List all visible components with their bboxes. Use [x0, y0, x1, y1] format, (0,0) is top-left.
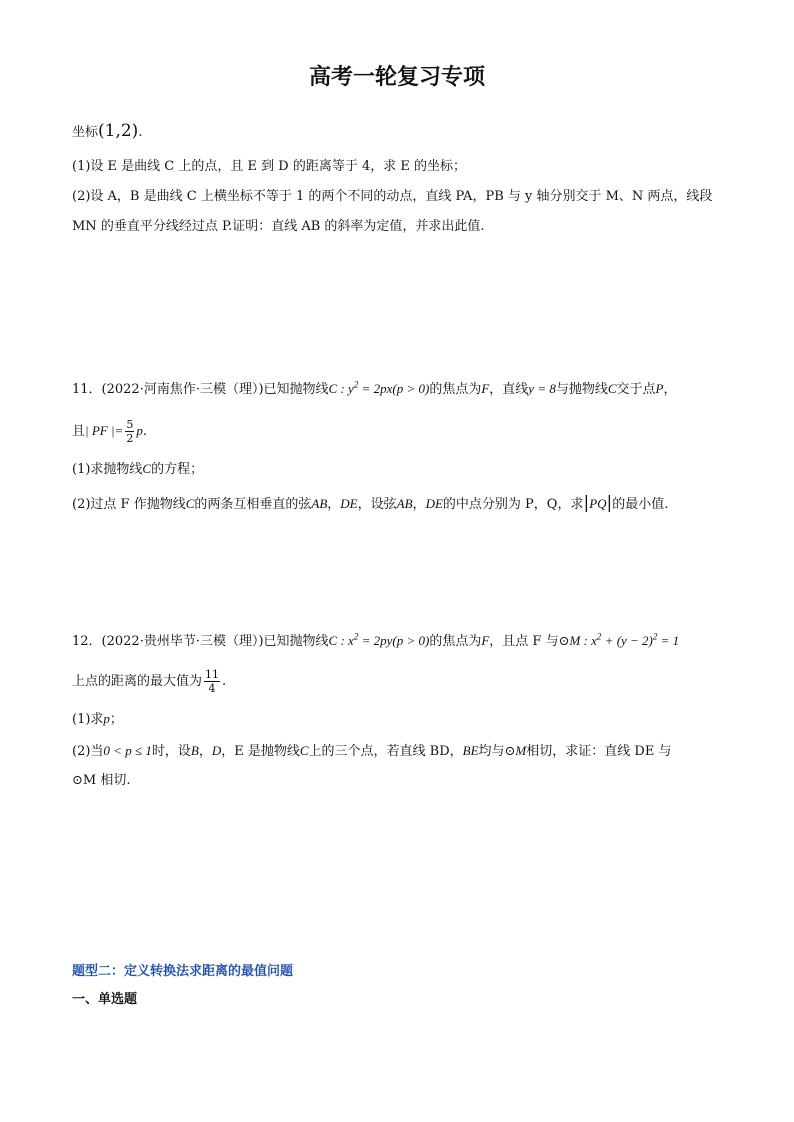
q12-fraction: $\frac{11}{4}$	[205, 668, 220, 695]
q11-fraction: $\frac{5}{2}$	[126, 418, 134, 445]
q11-part1: (1)求抛物线C的方程；	[72, 461, 204, 477]
q12-stem-line2: 上点的距离的最大值为 $\frac{11}{4}$ .	[72, 668, 227, 695]
page-title: 高考一轮复习专项	[308, 65, 485, 90]
q11-stem-line1: 11．(2022·河南焦作·三模（理）)已知抛物线C : $y^2 = 2px(p > 0)$的焦点为F，直线y = 8与抛物线C交于点P，	[72, 379, 677, 397]
section-heading-type2: 题型二：定义转换法求距离的最值问题	[72, 964, 294, 979]
q11-part2: (2)过点 F 作抛物线C的两条互相垂直的弦AB，DE，设弦AB，DE的中点分别为 P，Q，求|PQ|的最小值.	[72, 493, 669, 513]
q12-part2-line1: (2)当0 < p ≤ 1时，设B，D，E 是抛物线C上的三个点，若直线 BD，BE均与⊙M相切，求证：直线 DE 与	[72, 743, 672, 759]
q10-part2-line2: MN 的垂直平分线经过点 P.证明：直线 AB 的斜率为定值，并求出此值.	[72, 219, 485, 234]
q10-coord-line: 坐标(1,2).	[72, 121, 143, 141]
q12-part1: (1)求p；	[72, 711, 123, 727]
q10-part1: (1)设 E 是曲线 C 上的点，且 E 到 D 的距离等于 4，求 E 的坐标；	[72, 159, 466, 174]
q11-stem-line2: 且| PF |= $\frac{5}{2}$ p.	[72, 418, 147, 445]
q12-part2-line2: ⊙M 相切.	[72, 773, 131, 788]
q12-stem-line1: 12．(2022·贵州毕节·三模（理）)已知抛物线C : $x^2 = 2py(p > 0)$的焦点为F，且点 F 与⊙M : $x^2 + (y - 2)^2 = 1$	[72, 631, 680, 649]
section-heading-single-choice: 一、单选题	[72, 992, 138, 1007]
q10-part2-line1: (2)设 A，B 是曲线 C 上横坐标不等于 1 的两个不同的动点，直线 PA，PB 与 y 轴分别交于 M、N 两点，线段	[72, 189, 713, 204]
